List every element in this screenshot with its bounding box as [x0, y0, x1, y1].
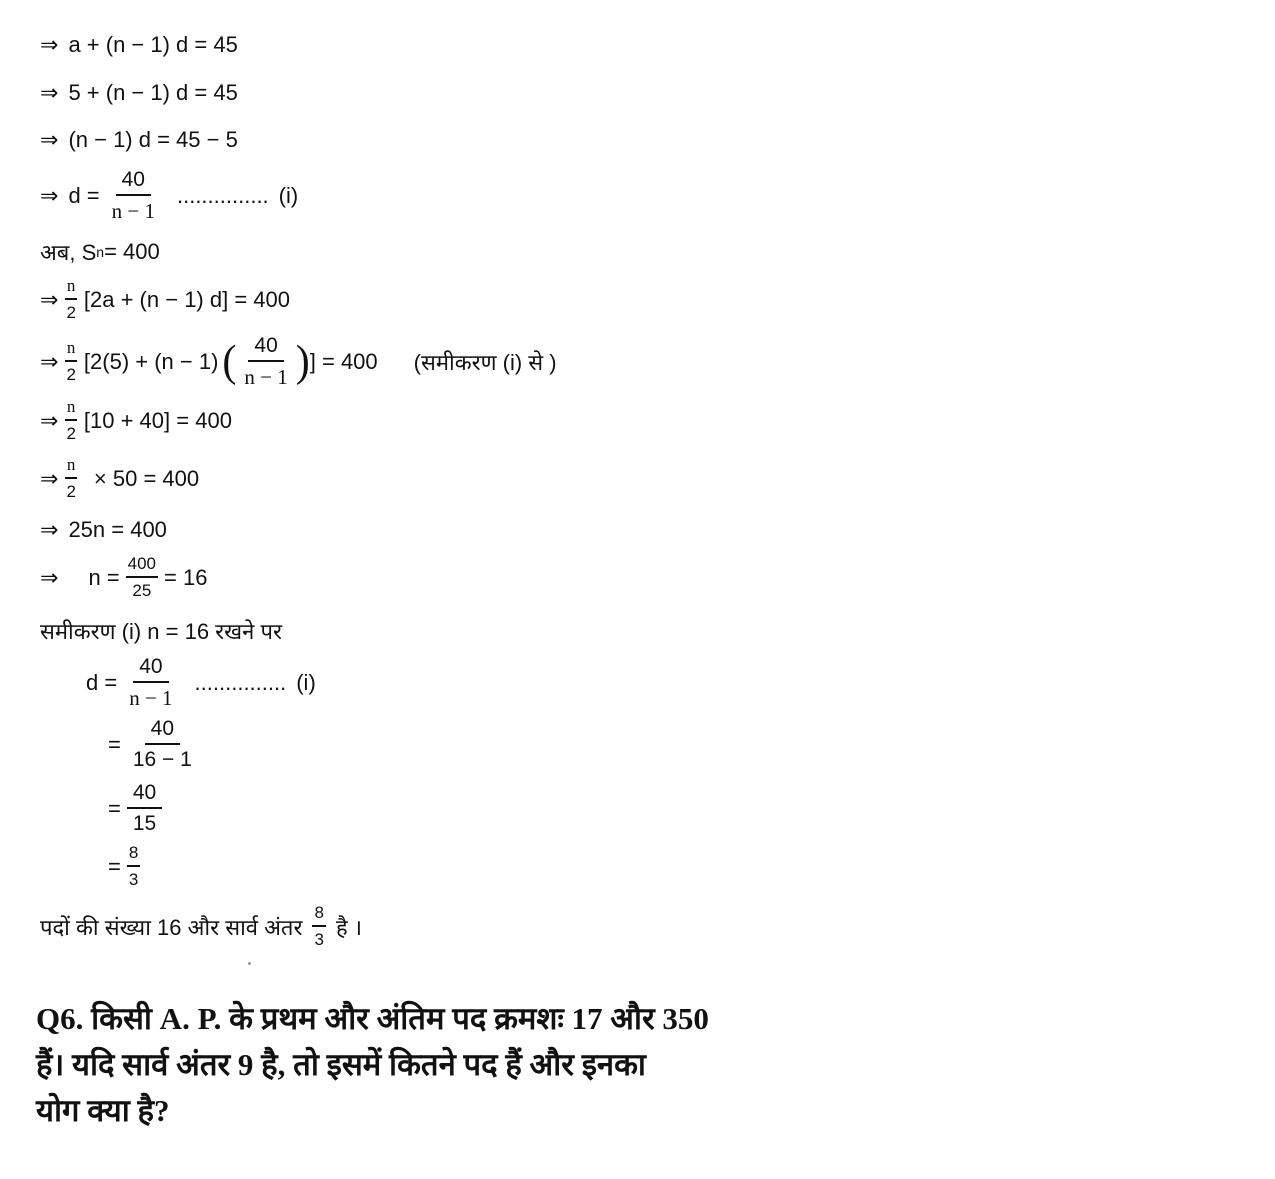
equation-text: × 50 = 400 [93, 465, 200, 491]
fraction-denominator: 25 [132, 581, 152, 600]
equation-text: (n − 1) d = 45 − 5 [68, 127, 238, 152]
reference-note: (समीकरण (i) से ) [413, 349, 557, 375]
question-line-2: हैं। यदि सार्व अंतर 9 है, तो इसमें कितने पद हैं और इनका [36, 1047, 646, 1082]
implies-arrow: ⇒ [40, 32, 59, 57]
fraction-numerator: 40 [127, 781, 162, 809]
fraction [238, 334, 293, 389]
step-line-8 [40, 397, 232, 444]
step-line-13 [86, 655, 316, 710]
implies-arrow: ⇒ [40, 182, 59, 208]
question-line-3: योग क्या है? [36, 1093, 170, 1128]
equation-lhs: d = [68, 182, 100, 208]
fraction-numerator: 40 [133, 655, 168, 683]
fraction-denominator: 2 [66, 424, 76, 443]
fraction [64, 276, 77, 323]
equation-text: a + (n − 1) d = 45 [68, 32, 238, 57]
fraction-numerator: 8 [312, 903, 325, 927]
implies-arrow: ⇒ [40, 127, 59, 152]
sum-value: = 400 [104, 239, 160, 264]
equation-tag: (i) [278, 182, 299, 208]
step-line-9 [40, 455, 199, 502]
implies-arrow: ⇒ [40, 80, 59, 105]
answer-text: पदों की संख्या 16 और सार्व अंतर [40, 914, 303, 940]
leader-dots: ............... [194, 669, 287, 695]
question-6 [36, 996, 916, 1134]
subscript: n [96, 244, 105, 260]
fraction [106, 168, 161, 223]
equation-text: [2a + (n − 1) d] = 400 [83, 286, 290, 312]
fraction-numerator: 40 [116, 168, 151, 196]
fraction [64, 455, 77, 502]
fraction-numerator: n [65, 338, 78, 362]
equation-text: 25n = 400 [68, 517, 167, 542]
answer-end: है । [335, 914, 363, 940]
equation-lhs: n = [88, 564, 120, 590]
stray-dot [248, 962, 251, 965]
equation-text: [2(5) + (n − 1) [83, 348, 219, 374]
implies-arrow: ⇒ [40, 348, 59, 374]
step-line-11 [40, 554, 207, 601]
fraction-numerator: n [65, 276, 78, 300]
fraction-numerator: n [65, 397, 78, 421]
step-line-2 [40, 80, 238, 106]
fraction-denominator: 3 [128, 870, 139, 889]
fraction [127, 781, 162, 836]
implies-arrow: ⇒ [40, 564, 59, 590]
step-line-1 [40, 32, 238, 58]
fraction [123, 655, 178, 710]
fraction [64, 397, 77, 444]
equals-sign: = [108, 795, 121, 821]
fraction-denominator: 2 [66, 482, 76, 501]
fraction-denominator: n − 1 [111, 199, 155, 223]
step-line-14 [108, 717, 204, 772]
fraction-numerator: 40 [145, 717, 180, 745]
fraction-denominator: 15 [132, 812, 157, 835]
implies-arrow: ⇒ [40, 286, 59, 312]
fraction-denominator: 2 [66, 303, 76, 322]
implies-arrow: ⇒ [40, 407, 59, 433]
step-line-4 [40, 168, 298, 223]
substitution-text: समीकरण (i) n = 16 रखने पर [40, 619, 282, 644]
step-line-10 [40, 517, 167, 543]
equation-text: 5 + (n − 1) d = 45 [68, 80, 238, 105]
fraction [127, 843, 140, 890]
fraction-denominator: 2 [66, 365, 76, 384]
fraction-denominator: 3 [314, 930, 324, 949]
step-line-3 [40, 127, 238, 153]
step-line-6 [40, 276, 290, 323]
step-line-12 [40, 616, 282, 646]
fraction [312, 903, 325, 950]
equation-tag: (i) [296, 669, 316, 695]
fraction [64, 338, 77, 385]
step-line-5 [40, 237, 160, 267]
equals-sign: = [108, 853, 121, 879]
question-line-1: Q6. किसी A. P. के प्रथम और अंतिम पद क्रमशः 17 और 350 [36, 1001, 709, 1036]
leader-dots: ............... [176, 182, 269, 208]
fraction-denominator: 16 − 1 [132, 748, 192, 771]
fraction-denominator: n − 1 [244, 365, 288, 389]
fraction-numerator: 8 [127, 843, 140, 867]
fraction [126, 554, 158, 601]
fraction-numerator: n [65, 455, 78, 479]
fraction-numerator: 40 [248, 334, 283, 362]
implies-arrow: ⇒ [40, 465, 59, 491]
step-line-15 [108, 781, 168, 836]
equation-lhs: d = [86, 669, 118, 695]
equation-text: ] = 400 [309, 348, 378, 374]
step-line-16 [108, 843, 146, 890]
equals-sign: = [108, 731, 121, 757]
fraction-numerator: 400 [126, 554, 158, 578]
equation-rhs: = 16 [164, 564, 208, 590]
fraction-denominator: n − 1 [129, 686, 173, 710]
implies-arrow: ⇒ [40, 517, 59, 542]
step-line-7: ⇒ $\frac{n}{2}$ [2(5) + (n − 1) ( $\frac{40}{n - 1}$ ) ] = 400 (समीकरण (i) से ) [40, 334, 557, 389]
sum-label: अब, S [40, 240, 97, 265]
answer-line [40, 903, 362, 950]
equation-text: [10 + 40] = 400 [83, 407, 232, 433]
fraction [127, 717, 198, 772]
